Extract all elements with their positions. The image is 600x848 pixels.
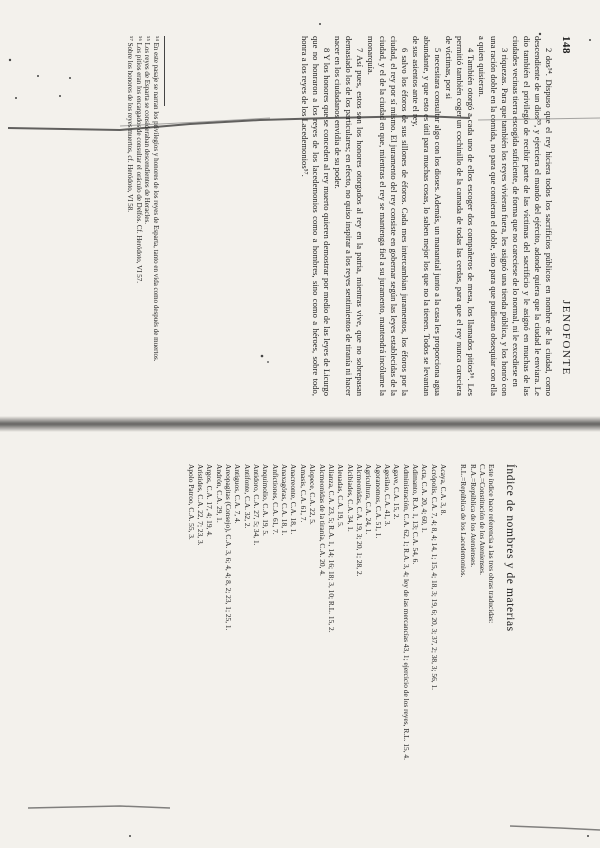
index-entry: Alopece, C.A. 22, 5. — [308, 464, 318, 525]
index-entry: Apolo Patroo, C.A. 55, 3. — [186, 464, 196, 540]
index-entry: Agricultura, C.A. 24, 1. — [364, 464, 374, 535]
footnotes — [126, 36, 160, 396]
intro-line: R.A.=República de los Atenienses. — [468, 464, 478, 568]
paragraph: 6 salvo los éforos de sus sillones de éforos. Cada mes intercambian juramentos, los éforos por la ciudad, el rey por sí mismo. El juramento del rey consiste en gobernar según las leyes establecidas de la ciudad, y el de la ciudad en que, mientras el rey se mantenga fiel a su juramento, mantendrá incólume la monarquía. — [366, 36, 410, 396]
index-entry: Acrópolis, C.A. 7, 4; 8, 4; 14, 1; 15, 4; 18, 3; 19, 6; 20, 3; 37, 2; 38, 3; 56, 1. — [429, 464, 439, 691]
index-entry: Acaya, C.A. 3, 8. — [439, 464, 448, 516]
index-entry: Alianza, C.A. 23, 5; R.A. 1, 14; 16; 18; 3, 10; R.L. 15, 2. — [326, 464, 336, 633]
index-entry: Administración, C.A. 62, 1; R.A. 3, 4; ley de las mercancías 43, 1; ejercicio de los reyes, R.L. 15, 4. — [401, 464, 411, 760]
index-entry: Anaxagóras, C.A. 18, 1. — [280, 464, 290, 536]
index-title: Índice de nombres y de materias — [504, 464, 516, 632]
running-head: JENOFONTE — [560, 300, 572, 376]
index-entry: Amasis, C.A. 61, 7. — [298, 464, 308, 523]
index-entry: Anacreonte, C.A. 18, 1. — [289, 464, 299, 535]
footnote: ⁵⁷ Sobre los honores de los reyes muertos, cf. Heródoto, VI 58. — [126, 36, 135, 213]
right-page — [0, 424, 600, 848]
footnote: ⁵⁵ Los reyes de Esparta se consideraban descendientes de Heracles. — [143, 36, 152, 224]
intro-line: C.A.=Constitución de los Atenienses. — [477, 464, 487, 575]
index-entry: Andrón, C.A. 29, 1. — [214, 464, 224, 523]
paragraph: 7 Así pues, estos son los honores otorgados al rey en la patria, mientras vive, que no sobrepasan demasiado los de los particulares; en efecto, no quiso inspirar a los reyes sentimientos de tiranía ni hacer nacer en los ciudadanos envidia de su poder. — [333, 36, 366, 396]
intro-line: Este índice hace referencia a las tres obras traducidas: — [487, 464, 496, 624]
index-entry: Agesilao, C.A. 41, 3. — [382, 464, 392, 527]
body-text — [299, 36, 554, 396]
index-entry: Aleuadas, C.A. 19, 5. — [336, 464, 346, 528]
index-entry: Alcmeonidas, C.A. 19, 3; 20, 1; 28, 2. — [354, 464, 364, 577]
index-entry: Agave, C.A. 15, 2. — [392, 464, 402, 520]
index-entry: Anquimolio, C.A. 19, 5. — [261, 464, 271, 536]
footnote: ⁵⁴ En este pasaje se narran los privilegios y honores de los reyes de Esparta, tanto en vida como después de muertos. — [152, 36, 160, 362]
footnote-rule — [164, 36, 165, 106]
index-entry: Antiguos, C.A. 7, 4. — [233, 464, 243, 524]
index-entry: Argos, C.A. 17, 4; 19, 4. — [205, 464, 215, 537]
index-entry: Antifonte, C.A. 32, 2. — [242, 464, 252, 529]
index-entry: Areopagitas (Consejo), C.A. 3, 6; 4, 4; 8, 2; 23, 1; 25, 1. — [224, 464, 234, 631]
index-entry: Aristides, C.A. 22, 7; 23, 3. — [196, 464, 206, 546]
intro-line: R.L.=República de los Lacedemonios. — [459, 464, 469, 578]
index-intro — [459, 464, 496, 794]
index-entry: Alcmeonidas de la tiranía, C.A. 20, 4. — [317, 464, 327, 576]
paragraph: 3 riquezas. Para que también los reyes vivieran fuera, les asignó una tienda pública, y los honró con una ración doble en la comida, no para que comieran el doble, sino para que pudieran obsequiar con ella a quien quisieran. — [477, 36, 510, 396]
paragraph: 5 necesitara consultar algo con los dioses. Además, un manantial junto a la casa les proporciona agua abundante, y que esto es útil para muchas cosas, lo saben mejor los que no la tienen. Todos se levantan de sus asientos ante el rey, — [410, 36, 444, 396]
index-entry: Acta, C.A. 20, 4; 60, 1. — [420, 464, 430, 533]
index-entry: Alcibiades, C.A. 34, 1. — [345, 464, 355, 532]
index-entry: Antidoro, C.A. 27, 5; 34, 1. — [252, 464, 262, 546]
paragraph: 4 También otorgó a cada uno de ellos escoger dos compañeros de mesa, los llamados pitios⁵⁶. Les permitió también coger un cochinillo de la camada de todas las cerdas, para que el rey nunca careciera de víctimas, por si — [444, 36, 477, 396]
index-entry: Agoranomos, C.A. 51, 1. — [373, 464, 383, 539]
footnote: ⁵⁶ Los pitios eran los encargados de consultar el oráculo de Delfos. Cf. Heródoto, VI 57. — [134, 36, 143, 284]
paragraph: 2 dos⁵⁴. Dispuso que el rey hiciera todos los sacrificios públicos en nombre de la ciudad, como descendiente de un dios⁵⁵, y ejerciera el mando del ejército, adonde quiera que la ciudad le enviara. Le dio también el privilegio de recibir parte de las víctimas del sacrificio y le asignó en muchas de las ciudades vecinas tierra escogida suficiente, de forma que no careciese de lo normal, ni le excediese en — [510, 36, 554, 396]
index-list — [186, 464, 448, 804]
paragraph: 8 Y los honores que se conceden al rey muerto quieren demostrar por medio de las leyes de Licurgo que no honraron a los reyes de los lacedemonios como a hombres, sino como a héroes, sobre todo, honra a los reyes de los Lacedemonios⁵⁷. — [299, 36, 333, 396]
index-entry: Adimanto, R.A. 1, 13; C.A. 54, 6. — [410, 464, 420, 565]
index-entry: Anfictiones, C.A. 61, 7. — [270, 464, 280, 535]
page-number: 148 — [560, 36, 572, 54]
